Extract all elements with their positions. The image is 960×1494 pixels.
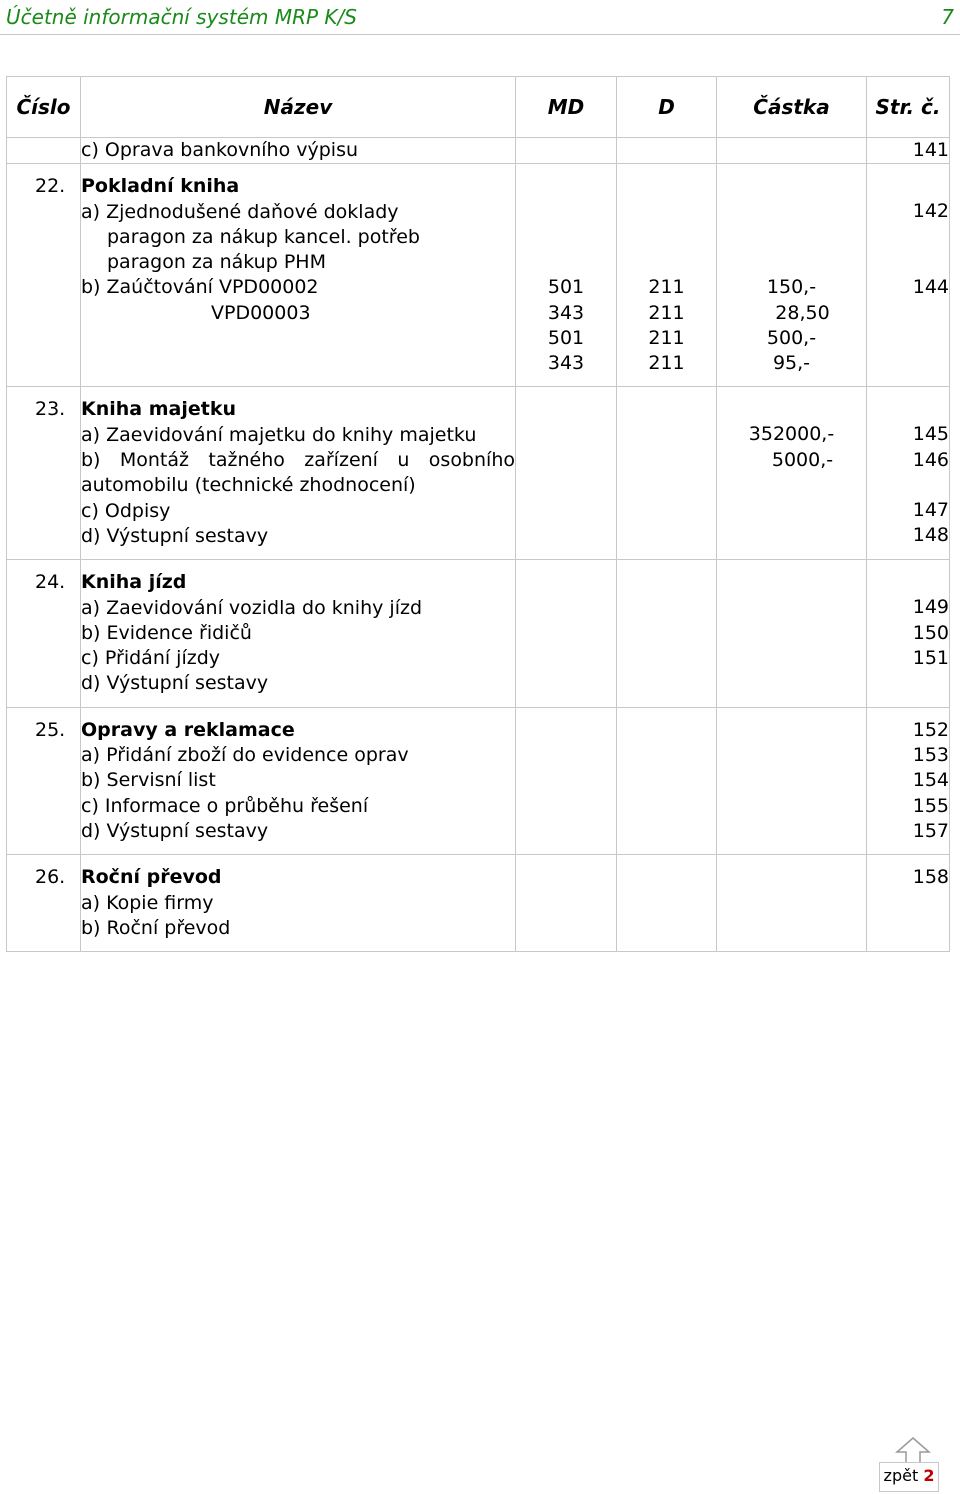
section-title[interactable]: Roční převod — [81, 866, 222, 889]
column-header-d: D — [617, 77, 717, 138]
list-item[interactable]: a) Zaevidování majetku do knihy majetku — [81, 423, 477, 446]
page-ref: 150 — [912, 621, 949, 644]
section-number: 25. — [35, 718, 66, 741]
section-number: 22. — [35, 175, 66, 198]
section-title[interactable]: Kniha majetku — [81, 398, 236, 421]
md-account: 343 — [547, 301, 585, 324]
list-item[interactable]: d) Výstupní sestavy — [81, 819, 269, 842]
amount: 95,- — [772, 352, 811, 375]
page-ref: 149 — [912, 596, 949, 619]
table-row — [7, 164, 950, 387]
page-ref: 158 — [912, 866, 949, 889]
document-title: Účetně informační systém MRP K/S — [6, 5, 357, 29]
list-item[interactable]: paragon za nákup PHM — [107, 251, 326, 274]
column-header-cislo: Číslo — [7, 77, 81, 138]
contents-table — [6, 76, 950, 952]
page-ref: 157 — [912, 819, 949, 842]
page-ref: 144 — [912, 275, 949, 298]
list-item[interactable]: d) Výstupní sestavy — [81, 524, 269, 547]
column-header-castka: Částka — [717, 77, 867, 138]
table-row — [7, 560, 950, 707]
md-account: 501 — [547, 326, 585, 349]
list-item[interactable]: VPD00003 — [211, 301, 311, 324]
amount: 28,50 — [775, 301, 830, 324]
list-item[interactable]: automobilu (technické zhodnocení) — [81, 474, 416, 497]
page-ref: 152 — [912, 718, 949, 741]
d-account: 211 — [648, 301, 685, 324]
list-item[interactable]: c) Informace o průběhu řešení — [81, 794, 369, 817]
back-label: zpět — [883, 1466, 919, 1485]
page-ref: 148 — [912, 524, 949, 547]
page-ref: 151 — [912, 646, 949, 669]
page-ref: 155 — [912, 794, 949, 817]
list-item[interactable]: b) Evidence řidičů — [81, 621, 252, 644]
list-item[interactable]: a) Zaevidování vozidla do knihy jízd — [81, 596, 423, 619]
page-ref: 145 — [912, 423, 949, 446]
column-header-md: MD — [516, 77, 617, 138]
section-number: 23. — [35, 398, 66, 421]
table-header-row — [7, 77, 950, 138]
list-item[interactable]: c) Oprava bankovního výpisu — [81, 139, 359, 161]
d-account: 211 — [648, 276, 685, 299]
list-item[interactable]: b) Roční převod — [81, 916, 231, 939]
list-item[interactable]: c) Odpisy — [81, 499, 171, 522]
page-ref: 153 — [912, 744, 949, 767]
md-account: 343 — [547, 352, 585, 375]
amount: 5000,- — [771, 448, 834, 471]
table-row — [7, 387, 950, 560]
page-ref: 146 — [912, 448, 949, 471]
column-header-str: Str. č. — [867, 77, 950, 138]
page-ref: 141 — [912, 139, 949, 161]
page-ref: 154 — [912, 769, 949, 792]
up-arrow-icon[interactable] — [893, 1436, 933, 1464]
list-item[interactable]: c) Přidání jízdy — [81, 647, 221, 670]
list-item[interactable]: b) Zaúčtování VPD00002 — [81, 276, 319, 299]
page-ref: 147 — [912, 499, 949, 522]
page-ref: 142 — [912, 200, 949, 223]
d-account: 211 — [648, 352, 685, 375]
list-item[interactable]: a) Zjednodušené daňové doklady — [81, 200, 399, 223]
table-row — [7, 855, 950, 952]
page-number: 7 — [941, 5, 954, 29]
back-target-page: 2 — [923, 1466, 935, 1485]
list-item[interactable]: d) Výstupní sestavy — [81, 672, 269, 695]
section-title[interactable]: Kniha jízd — [81, 571, 187, 594]
section-title[interactable]: Pokladní kniha — [81, 175, 240, 198]
md-account: 501 — [547, 276, 585, 299]
list-item[interactable]: paragon za nákup kancel. potřeb — [107, 225, 420, 248]
amount: 500,- — [766, 326, 817, 349]
list-item[interactable]: b) Servisní list — [81, 769, 216, 792]
table-row — [7, 138, 950, 164]
section-number: 24. — [35, 571, 66, 594]
list-item[interactable]: b) Montáž tažného zařízení u osobního — [81, 449, 515, 472]
list-item[interactable]: a) Kopie firmy — [81, 891, 214, 914]
column-header-nazev: Název — [81, 77, 516, 138]
list-item[interactable]: a) Přidání zboží do evidence oprav — [81, 744, 409, 767]
back-link[interactable] — [879, 1462, 939, 1492]
amount: 352000,- — [748, 423, 835, 446]
table-row — [7, 707, 950, 854]
section-title[interactable]: Opravy a reklamace — [81, 718, 295, 741]
d-account: 211 — [648, 326, 685, 349]
section-number: 26. — [35, 866, 66, 889]
amount: 150,- — [766, 276, 817, 299]
page-header — [0, 0, 960, 35]
